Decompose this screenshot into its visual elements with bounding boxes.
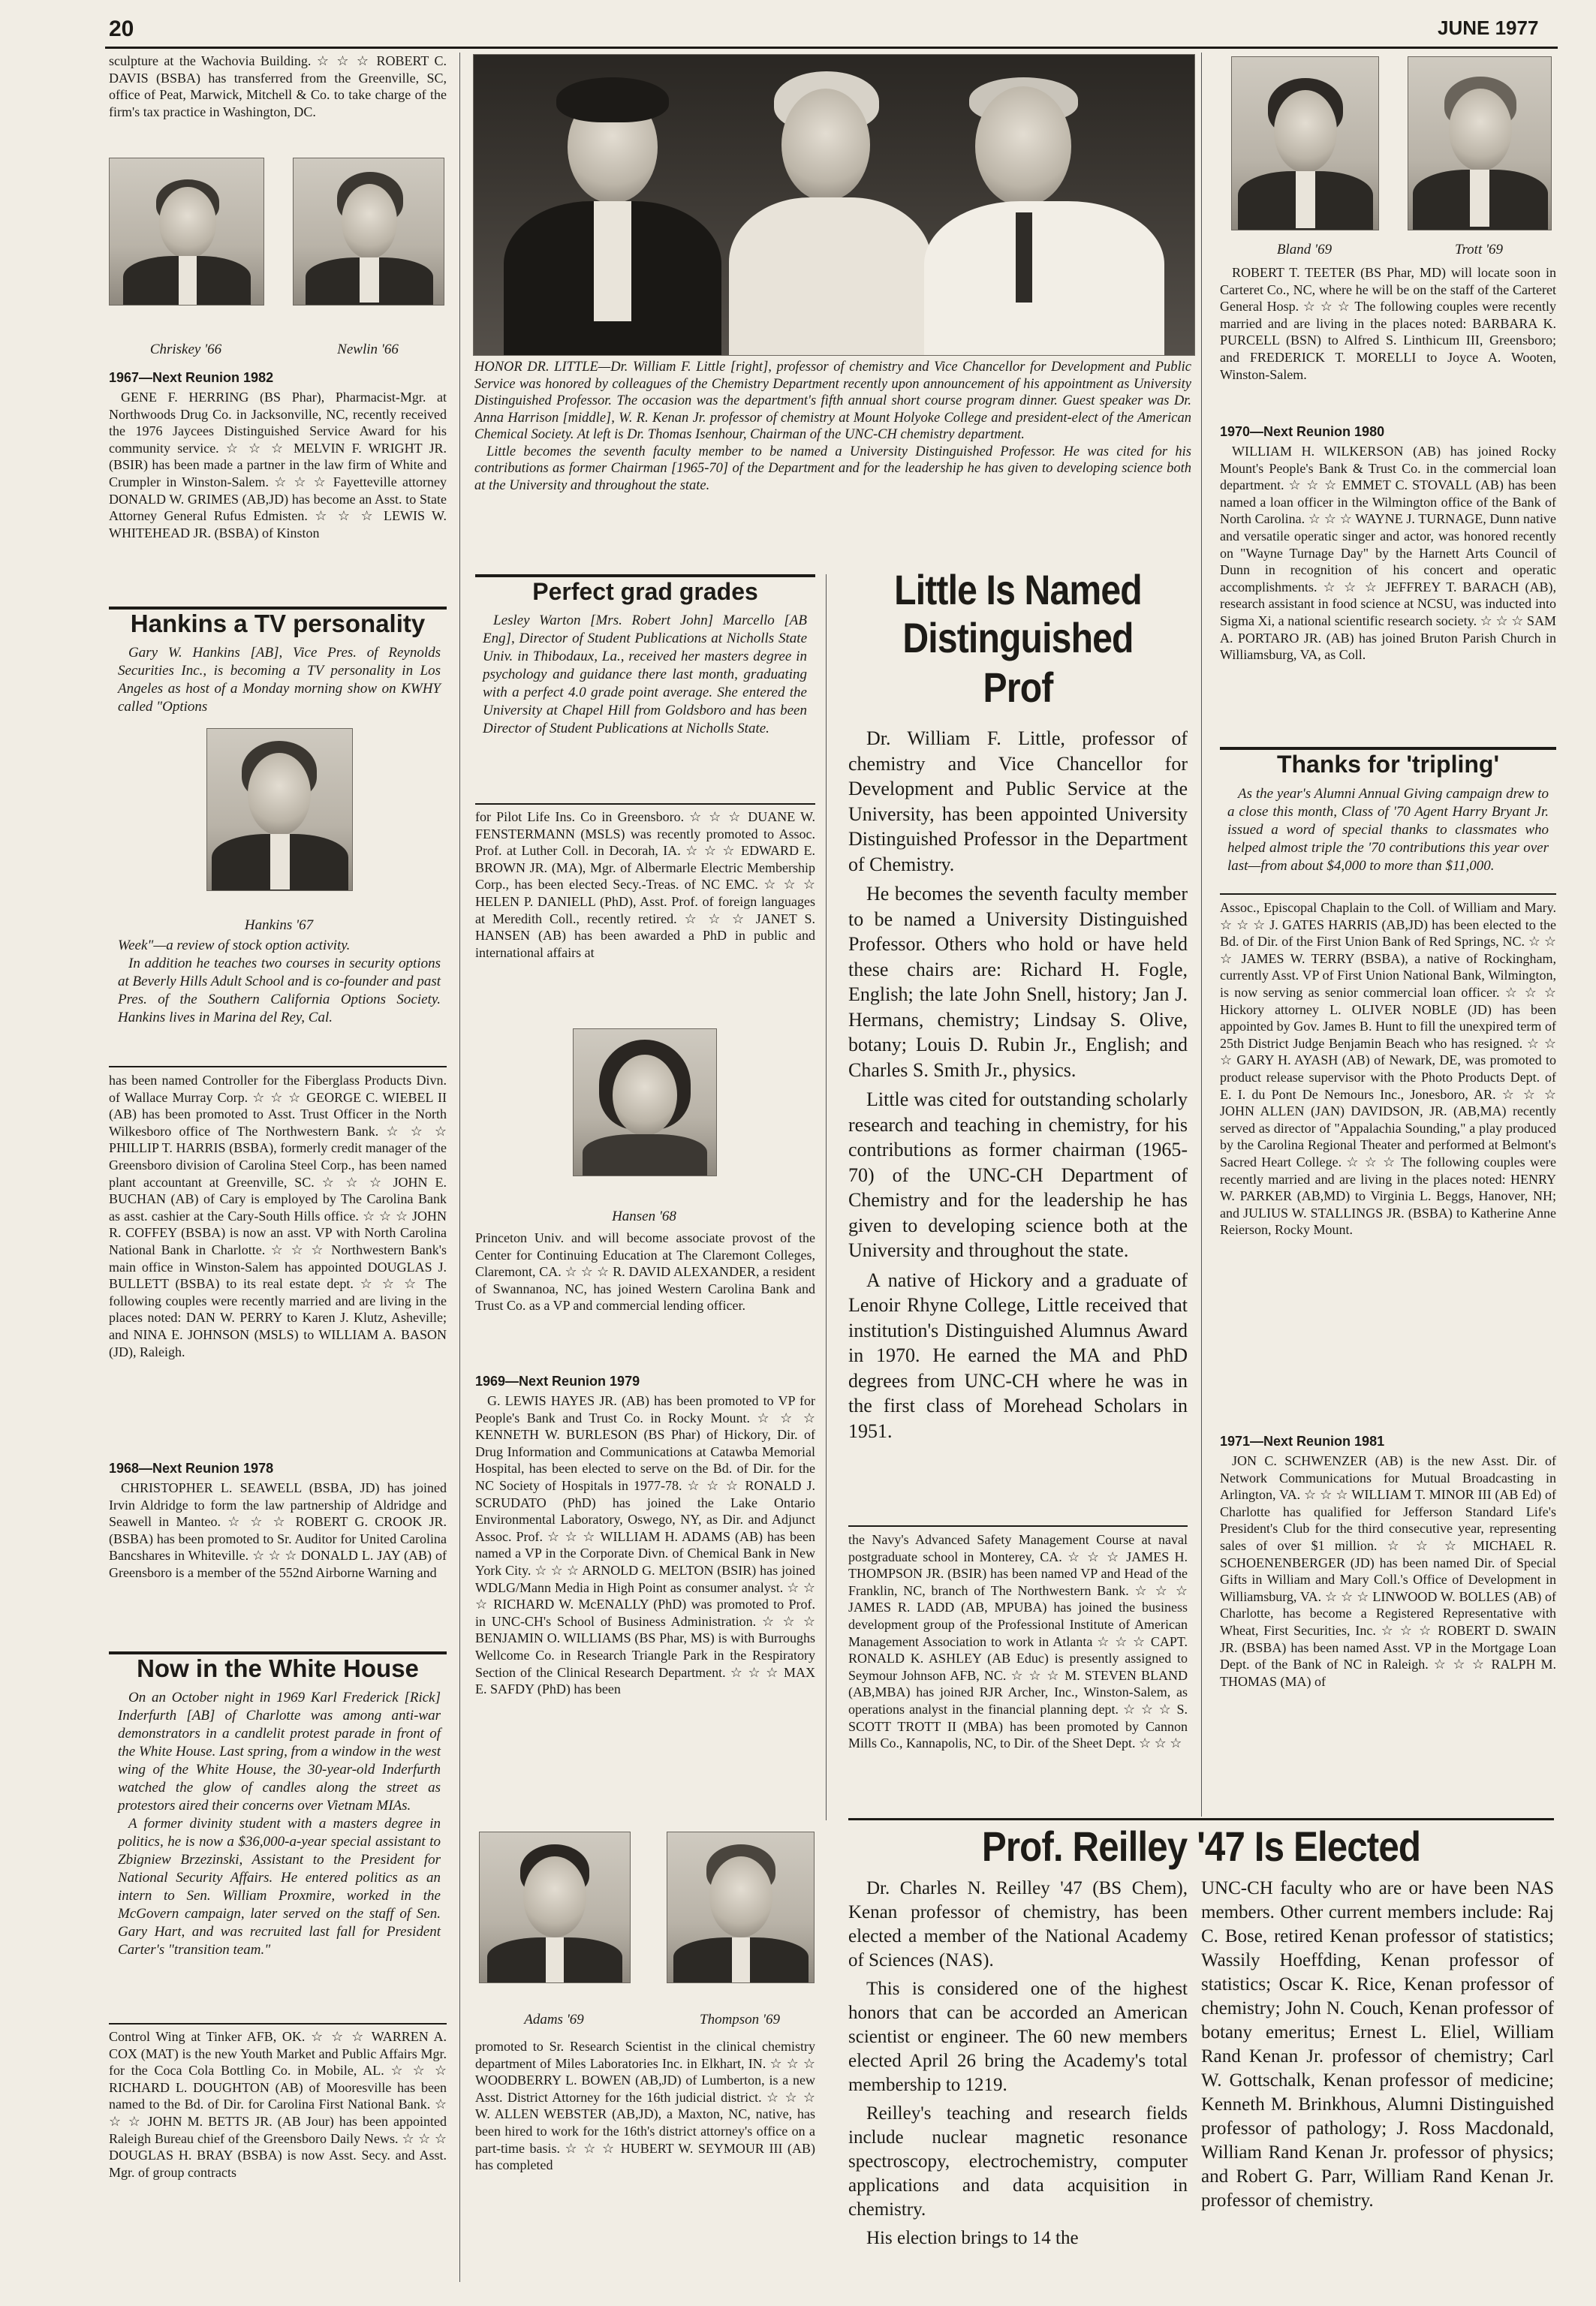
column-2	[475, 574, 815, 2293]
reunion-1971: 1971—Next Reunion 1981	[1220, 1434, 1385, 1449]
text-1969: G. LEWIS HAYES JR. (AB) has been promoted to VP for People's Bank and Trust Co. in Rocky Mount. ☆ ☆ ☆ KENNETH W. BURLESON (BS Phar) of Hickory, Dir. of Drug Information and Communications at Catawba Memorial Hospital, has been elected to serve on the Bd. of Dir. for the NC Society of Hospitals in 1977-78. ☆ ☆ ☆ RONALD J. SCRUDATO (PhD) has joined the Lake Ontario Environmental Laboratory, Oswego, NY, as Dir. and Adjunct Assoc. Prof. ☆ ☆ ☆ WILLIAM H. ADAMS (AB) has been named a VP in the Corporate Divn. of Chemical Bank in New York City. ☆ ☆ ☆ ARNOLD G. MELTON (BSIR) has joined WDLG/Mann Media in High Point as consumer analyst. ☆ ☆ ☆ RICHARD W. McENALLY (PhD) was promoted to Prof. in UNC-CH's School of Business Administration. ☆ ☆ ☆ BENJAMIN O. WILLIAMS (BS Phar, MS) is with Burroughs Wellcome Co. in Research Triangle Park in the Respiratory Section of the Clinical Research Department. ☆ ☆ ☆ MAX E. SAFDY (PhD) has been	[475, 1393, 815, 1697]
intro-text: sculpture at the Wachovia Building. ☆ ☆ ☆ ROBERT C. DAVIS (BSBA) has transferred from the Greenville, SC, office of Peat, Marwick, Mitchell & Co. to take charge of the firm's tax practice in Washington, DC.	[109, 53, 447, 119]
little-p2: He becomes the seventh faculty member to be named a University Distinguished Professor. Others who hold or have held these chairs are: Richard H. Fogle, English; the late John Snell, history; Jan J. Hermans, chemistry; Lindsay S. Olive, botany; Louis D. Rubin Jr., English; and Charles S. Smith Jr., physics.	[848, 883, 1188, 1081]
text-col4-a: ROBERT T. TEETER (BS Phar, MD) will locate soon in Carteret Co., NC, where he will be on the staff of the Carteret General Hosp. ☆ ☆ ☆ The following couples were recently married and are living in the places noted: BARBARA K. PURCELL (BSN) to Alfred S. Linthicum III, Greensboro; and FREDERICK T. MORELLI to Joyce A. Wooten, Winston-Salem.	[1220, 265, 1556, 382]
text-col2-c: promoted to Sr. Research Scientist in the clinical chemistry department of Miles Laboratories Inc. in Elkhart, IN. ☆ ☆ ☆ WOODBERRY L. BOWEN (AB,JD) of Lumberton, is a new Asst. District Attorney for the 16th judicial district. ☆ ☆ ☆ W. ALLEN WEBSTER (AB,JD), a Maxton, NC, native, has been hired to work for the 16th's district attorney's office on a part-time basis. ☆ ☆ ☆ HUBERT W. SEYMOUR III (AB) has completed	[475, 2039, 815, 2173]
white-house-text: On an October night in 1969 Karl Frederick [Rick] Inderfurth [AB] of Charlotte was among anti-war demonstrators in a candlelit protest parade in front of the White House. Last spring, from a window in the west wing of the White House, the 30-year-old Inderfurth watched the glow of candles along the street as protestors aired their concerns over Vietnam MIAs. A former divinity student with a masters degree in politics, he is now a $36,000-a-year special assistant to Zbigniew Brzezinski, Assistant to the President for National Security Affairs. He entered politics as an intern to Sen. William Proxmire, worked in the McGovern campaign, later served on the staff of Sen. Gary Hart, and was recruited last fall for President Carter's "transition team."	[118, 1690, 441, 1958]
photo-chriskey	[109, 158, 264, 306]
text-1970: WILLIAM H. WILKERSON (AB) has joined Rocky Mount's People's Bank & Trust Co. in the commercial loan department. ☆ ☆ ☆ EMMET C. STOVALL (AB) has been named a loan officer in the Wilmington office of the Bank of North Carolina. ☆ ☆ ☆ WAYNE J. TURNAGE, Dunn native and versatile operatic singer and actor, was honored recently on "Wayne Turnage Day" by the Harnett Arts Council of Dunn in recognition of his concert and operatic accomplishments. ☆ ☆ ☆ JEFFREY T. BARACH (AB), research assistant in food science at NCSU, was inducted into Sigma Xi, a national scientific research society. ☆ ☆ ☆ SAM A. PORTARO JR. (AB) has joined Bruton Parish Church in Williamsburg, VA, as Coll.	[1220, 444, 1556, 663]
text-col4-b: Assoc., Episcopal Chaplain to the Coll. of William and Mary. ☆ ☆ ☆ J. GATES HARRIS (AB,JD) has been elected to the Bd. of Dir. of the First Union Bank of Red Springs, NC. ☆ ☆ ☆ JAMES W. TERRY (BSBA), a native of Rockingham, currently Asst. VP of First Union National Bank, Wilmington, is now serving as senior commercial loan officer. ☆ ☆ ☆ Hickory attorney L. OLIVER NOBLE (JD) has been appointed by Gov. James B. Hunt to fill the unexpired term of 25th District Judge Benjamin Beach who has resigned. ☆ ☆ ☆ GARY H. AYASH (AB) of Newark, DE, was promoted to product release supervisor with the Photo Products Dept. of E. I. du Pont De Nemours Inc., Jonesboro, AR. ☆ ☆ ☆ JOHN ALLEN (JAN) DAVIDSON, JR. (AB,MA) recently served as director of "Appalachia Sounding," a play produced by the Carolina Regional Theater and performed at Belmont's Sacred Heart College. ☆ ☆ ☆ The following couples were recently married and are living in the places noted: HENRY W. PARKER (AB,MD) to Virginia L. Beggs, Hanover, NH; and JULIUS W. STALLINGS JR. (BSBA) to Katherine Anne Reierson, Rocky Mount.	[1220, 900, 1556, 1238]
text-end: Control Wing at Tinker AFB, OK. ☆ ☆ ☆ WARREN A. COX (MAT) is the new Youth Market and Public Affairs Mgr. for the Coca Cola Bottling Co. in Mobile, AL. ☆ ☆ ☆ RICHARD L. DOUGHTON (AB) of Mooresville has been named to the Bd. of Dir. for Carolina First National Bank. ☆ ☆ ☆ JOHN M. BETTS JR. (AB Jour) has been appointed Raleigh Bureau chief of the Greensboro Daily News. ☆ ☆ ☆ DOUGLAS H. BRAY (BSBA) is now Asst. Secy. and Asst. Mgr. of group contracts	[109, 2029, 447, 2180]
little-p3: Little was cited for outstanding scholarly research and teaching in chemistry, for his contributions as former chairman (1965-70) of the UNC-CH Department of Chemistry and for the leadership he has given to developing science both at the University and throughout the state.	[848, 1088, 1188, 1261]
text-col2-a: for Pilot Life Ins. Co in Greensboro. ☆ ☆ ☆ DUANE W. FENSTERMANN (MSLS) was recently promoted to Assoc. Prof. at Luther Coll. in Decorah, IA. ☆ ☆ ☆ EDWARD E. BROWN JR. (MA), Mgr. of Albermarle Electric Membership Corp., has been elected Secy.-Treas. of NC EMC. ☆ ☆ ☆ HELEN P. DANIELL (PhD), Asst. Prof. of foreign languages at Meredith Coll., recently retired. ☆ ☆ ☆ JANET S. HANSEN (AB) has been awarded a PhD in public and international affairs at	[475, 809, 815, 960]
thanks-rule	[1220, 747, 1556, 750]
photo-hankins	[206, 728, 353, 891]
reilley-rule	[848, 1818, 1554, 1820]
hankins-intro: Gary W. Hankins [AB], Vice Pres. of Reynolds Securities Inc., is becoming a TV personality in Los Angeles as host of a Monday morning show on KWHY called "Options	[118, 645, 441, 715]
grad-text: Lesley Warton [Mrs. Robert John] Marcello [AB Eng], Director of Student Publications at Nicholls State Univ. in Thibodaux, La., received her masters degree in psychology and guidance there last month, graduating with a perfect 4.0 grade point average. She entered the University at Chapel Hill from Goldsboro and has been Director of Student Publications at Nicholls State.	[483, 613, 807, 736]
reilley-column-1	[848, 1877, 1188, 2255]
reunion-1970: 1970—Next Reunion 1980	[1220, 424, 1385, 439]
text-continued: has been named Controller for the Fiberglass Products Divn. of Wallace Murray Corp. ☆ ☆ ☆ GEORGE C. WIEBEL II (AB) has been promoted to Asst. Trust Officer in the North Wilkesboro office of The Northwestern Bank. ☆ ☆ ☆ PHILLIP T. HARRIS (BSBA), formerly credit manager of the Greensboro division of Carolina Steel Corp., has been named plant accountant at Greenville, SC. ☆ ☆ ☆ JOHN E. BUCHAN (AB) of Cary is employed by The Carolina Bank as asst. cashier at the Cary-South Hills office. ☆ ☆ ☆ JOHN R. COFFEY (BSBA) is now an asst. VP with North Carolina National Bank in Charlotte. ☆ ☆ ☆ Northwestern Bank's main office in Winston-Salem has appointed DOUGLAS J. BULLETT (BSBA) to its real estate dept. ☆ ☆ ☆ The following couples were recently married and are living in the places noted: DAN W. PERRY to Karen J. Klutz, Asheville; and NINA E. JOHNSON (MSLS) to WILLIAM A. BASON (JD), Raleigh.	[109, 1073, 447, 1359]
little-headline-1: Little Is Named	[894, 567, 1142, 613]
photo-newlin	[293, 158, 444, 306]
photo-bland	[1231, 56, 1379, 230]
column-4	[1220, 53, 1556, 1820]
reilley-p1: Dr. Charles N. Reilley '47 (BS Chem), Kenan professor of chemistry, has been elected a member of the National Academy of Sciences (NAS).	[848, 1878, 1188, 1970]
hankins-headline: Hankins a TV personality	[130, 610, 426, 637]
white-house-end-rule	[109, 2023, 447, 2025]
grad-end-rule	[475, 803, 815, 805]
reunion-1968: 1968—Next Reunion 1978	[109, 1461, 274, 1476]
text-col2-b: Princeton Univ. and will become associate provost of the Center for Continuing Education at The Claremont Colleges, Claremont, CA. ☆ ☆ ☆ R. DAVID ALEXANDER, a resident of Swannanoa, NC, has joined Western Carolina Bank and Trust Co. as a VP and commercial lending officer.	[475, 1230, 815, 1314]
little-end-rule	[848, 1525, 1188, 1527]
photo-thompson	[667, 1832, 815, 1983]
white-house-headline: Now in the White House	[137, 1654, 419, 1682]
thanks-text: As the year's Alumni Annual Giving campaign drew to a close this month, Class of '70 Agent Harry Bryant Jr. issued a word of special thanks to classmates who helped almost triple the '70 contributions this year over last—from about $4,000 to more than $11,000.	[1227, 786, 1549, 874]
thanks-end-rule	[1220, 893, 1556, 895]
caption-chriskey: Chriskey '66	[149, 342, 222, 357]
caption-thompson: Thompson '69	[700, 2012, 780, 2028]
grad-headline: Perfect grad grades	[532, 578, 758, 605]
little-p1: Dr. William F. Little, professor of chemistry and Vice Chancellor for Development and Public Service at the University, has been appointed University Distinguished Professor in the Department of Chemistry.	[848, 727, 1188, 875]
text-col3b: the Navy's Advanced Safety Management Course at naval postgraduate school in Monterey, CA. ☆ ☆ ☆ JAMES H. THOMPSON JR. (BSIR) has been named VP and Head of the Franklin, NC, branch of The Northwestern Bank. ☆ ☆ ☆ JAMES R. LADD (AB, MPUBA) has joined the business development group of the Professional Institute of American Management Association to work in Atlanta ☆ ☆ ☆ CAPT. RONALD K. ASHLEY (AB Educ) is presently assigned to Seymour Johnson AFB, NC. ☆ ☆ ☆ M. STEVEN BLAND (AB,MBA) has joined RJR Archer, Inc., Winston-Salem, as operations analyst in the financial planning dept. ☆ ☆ ☆ S. SCOTT TROTT II (MBA) has been promoted by Cannon Mills Co., Kannapolis, NC, to Dir. of the Sheet Dept. ☆ ☆ ☆	[848, 1532, 1188, 1751]
photo-trott	[1408, 56, 1552, 230]
reilley-p4: His election brings to 14 the	[866, 2228, 1079, 2248]
photo-honor-little	[473, 54, 1195, 356]
text-1971: JON C. SCHWENZER (AB) is the new Asst. Dir. of Network Communications for Mutual Broadcasting in Arlington, VA. ☆ ☆ ☆ WILLIAM T. MINOR III (AB Ed) of Charlotte has qualified for Jefferson Standard Life's President's Club for the third consecutive year, representing sales of over $1 million. ☆ ☆ ☆ MICHAEL R. SCHOENENBERGER (JD) has been named Dir. of Special Gifts in William and Mary Coll.'s Office of Development in Williamsburg, VA. ☆ ☆ ☆ LINWOOD W. BOLLES (AB) of Charlotte, has become a Registered Representative with Wheat, First Securities, Inc. ☆ ☆ ☆ ROBERT D. SWAIN JR. (BSBA) has been named Asst. VP in the Mortgage Loan Dept. of the Bank of NC in Raleigh. ☆ ☆ ☆ RALPH M. THOMAS (MA) of	[1220, 1453, 1556, 1689]
little-p4: A native of Hickory and a graduate of Lenoir Rhyne College, Little received that institution's Distinguished Alumnus Award in 1970. He earned the MA and PhD degrees from UNC-CH where he was in the first class of Morehead Scholars in 1951.	[848, 1269, 1188, 1442]
header-rule	[105, 47, 1558, 49]
caption-bland: Bland '69	[1276, 242, 1333, 257]
caption-newlin: Newlin '66	[337, 342, 399, 357]
little-headline-2: Distinguished Prof	[902, 614, 1134, 711]
photo-adams	[479, 1832, 631, 1983]
page-number: 20	[109, 17, 134, 41]
reilley-p5: UNC-CH faculty who are or have been NAS members. Other current members include: Raj C. Bose, retired Kenan professor of statistics; Wassily Hoeffding, Kenan professor of statistics; Oscar K. Rice, Kenan professor of chemistry; John N. Couch, Kenan professor of botany emeritus; Ernest L. Eliel, William Rand Kenan Jr. professor of chemistry; Carl W. Gottschalk, Kenan professor of medicine; Kenneth M. Brinkhous, Alumni Distinguished professor of pathology; J. Ross Macdonald, William Rand Kenan Jr. professor of physics; and Robert G. Parr, William Rand Kenan Jr. professor of chemistry.	[1201, 1878, 1554, 2211]
column-divider-3	[1201, 53, 1202, 1817]
photo-hansen	[573, 1028, 717, 1176]
little-article	[848, 567, 1188, 1516]
reilley-headline: Prof. Reilley '47 Is Elected	[981, 1823, 1421, 1870]
column-divider-2	[826, 574, 827, 1820]
text-1968: CHRISTOPHER L. SEAWELL (BSBA, JD) has joined Irvin Aldridge to form the law partnership of Aldridge and Seawell in Manteo. ☆ ☆ ☆ ROBERT G. CROOK JR. (BSBA) has been promoted to Sr. Auditor for United Carolina Bancshares in Whiteville. ☆ ☆ ☆ DONALD L. JAY (AB) of Greensboro is a member of the 552nd Airborne Warning and	[109, 1480, 447, 1580]
reilley-column-2	[1201, 1877, 1554, 2217]
text-1967: GENE F. HERRING (BS Phar), Pharmacist-Mgr. at Northwoods Drug Co. in Jacksonville, NC, recently received the 1976 Jaycees Distinguished Service Award for his community service. ☆ ☆ ☆ MELVIN F. WRIGHT JR. (BSIR) has been made a partner in the law firm of White and Crumpler in Winston-Salem. ☆ ☆ ☆ Fayetteville attorney DONALD W. GRIMES (AB,JD) has become an Asst. to State Attorney General Rufus Edmisten. ☆ ☆ ☆ LEWIS W. WHITEHEAD JR. (BSBA) of Kinston	[109, 390, 447, 540]
thanks-headline: Thanks for 'tripling'	[1276, 751, 1500, 778]
honor-caption: HONOR DR. LITTLE—Dr. William F. Little [right], professor of chemistry and Vice Chancellor for Development and Public Service was honored by colleagues of the Chemistry Department recently upon announcement of his appointment as University Distinguished Professor. The occasion was the department's fifth annual short course program dinner. Guest speaker was Dr. Anna Harrison [middle], W. R. Kenan Jr. professor of chemistry at Mount Holyoke College and president-elect of the American Chemical Society. At left is Dr. Thomas Isenhour, Chairman of the UNC-CH chemistry department. Little becomes the seventh faculty member to be named a University Distinguished Professor. He was cited for his contributions as former Chairman [1965-70] of the Department and for the leadership he has given to developing science both at the University and throughout the state.	[474, 360, 1191, 493]
caption-hansen: Hansen '68	[612, 1209, 676, 1224]
reilley-p2: This is considered one of the highest honors that can be accorded an American scientist or engineer. The 60 new members elected April 26 bring the Academy's total membership to 1219.	[848, 1979, 1188, 2095]
column-divider-1	[459, 53, 460, 2282]
caption-adams: Adams '69	[524, 2012, 584, 2028]
grad-rule	[475, 574, 815, 577]
issue-date: JUNE 1977	[1438, 17, 1539, 39]
caption-hankins: Hankins '67	[244, 917, 314, 933]
reilley-p3: Reilley's teaching and research fields include nuclear magnetic resonance spectroscopy, electrochemistry, computer applications and data acquisition in chemistry.	[848, 2103, 1188, 2220]
column-1	[109, 53, 447, 2289]
caption-trott: Trott '69	[1454, 242, 1504, 257]
hankins-text: Week"—a review of stock option activity. In addition he teaches two courses in security options at Beverly Hills Adult School and is co-founder and past Pres. of the Southern California Options Society. Hankins lives in Marina del Rey, Cal.	[118, 938, 441, 1025]
reunion-1967: 1967—Next Reunion 1982	[109, 370, 274, 385]
reunion-1969: 1969—Next Reunion 1979	[475, 1374, 640, 1389]
hankins-end-rule	[109, 1066, 447, 1067]
